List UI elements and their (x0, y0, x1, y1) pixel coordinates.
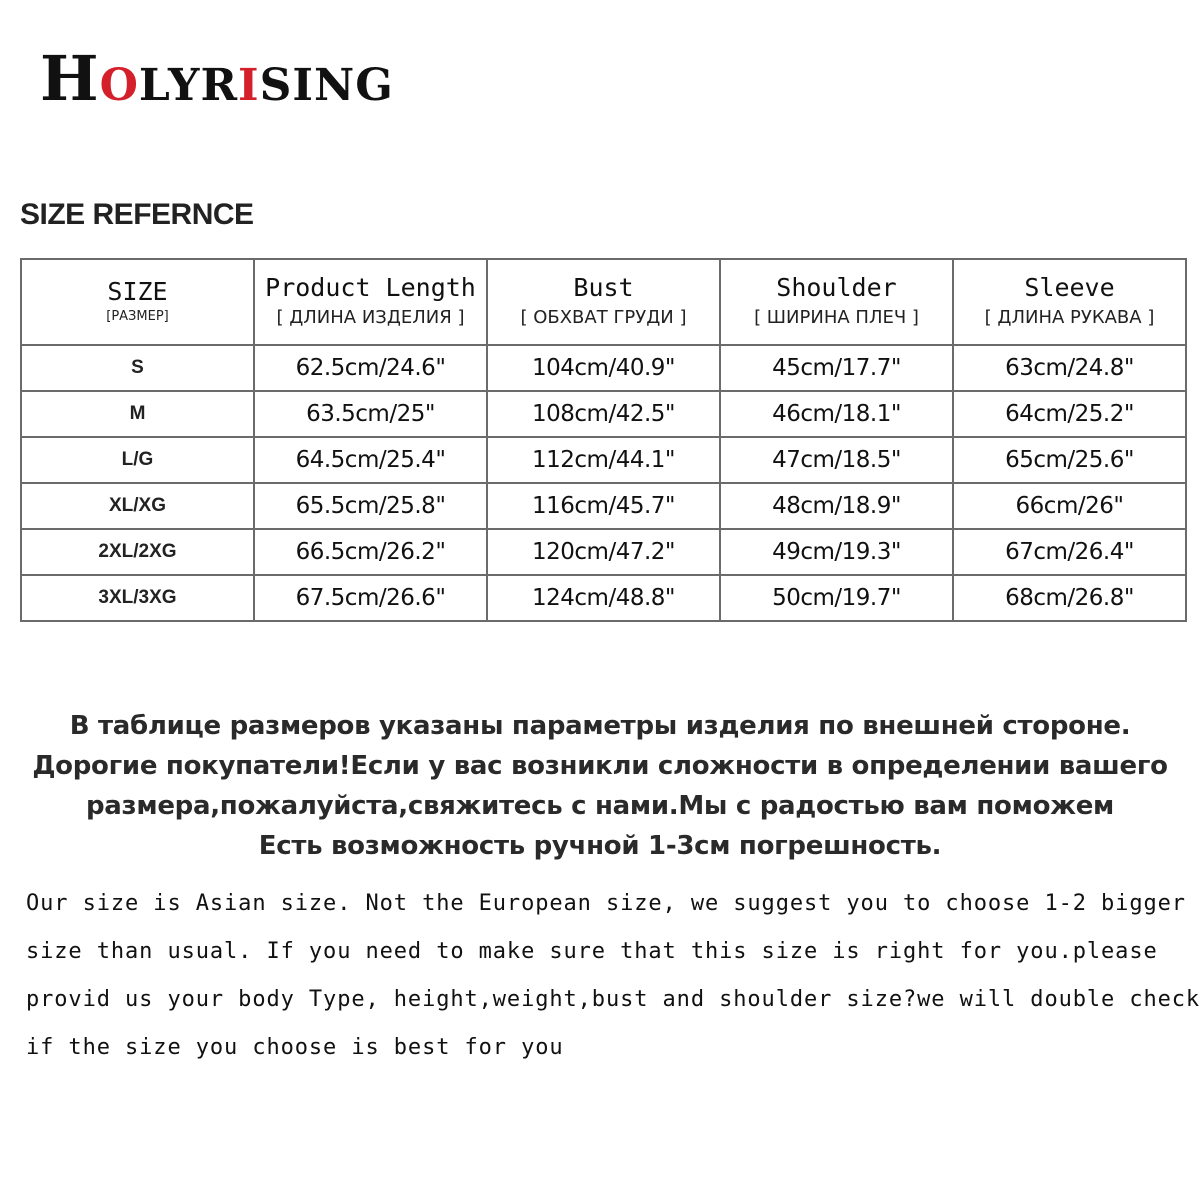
header-bust (487, 259, 720, 345)
header-product-length-label: Product Length (265, 273, 476, 303)
product-length-cell: 66.5cm/26.2" (254, 529, 487, 575)
header-sleeve (953, 259, 1186, 345)
header-bust-label: Bust (573, 273, 634, 303)
sleeve-cell: 67cm/26.4" (953, 529, 1186, 575)
product-length-cell: 62.5cm/24.6" (254, 345, 487, 391)
russian-note-line: В таблице размеров указаны параметры изделия по внешней стороне. (69, 711, 1131, 741)
brand-logo-o-letter: O (99, 60, 139, 111)
bust-cell: 104cm/40.9" (487, 345, 720, 391)
russian-note-line: Есть возможность ручной 1-3см погрешность. (258, 831, 942, 861)
product-length-cell: 63.5cm/25" (254, 391, 487, 437)
bust-cell: 112cm/44.1" (487, 437, 720, 483)
shoulder-cell: 45cm/17.7" (720, 345, 953, 391)
size-table (20, 258, 1187, 622)
size-cell: 3XL/3XG (21, 575, 254, 621)
brand-logo-part1: LYR (138, 60, 239, 111)
sleeve-cell: 63cm/24.8" (953, 345, 1186, 391)
shoulder-cell: 47cm/18.5" (720, 437, 953, 483)
sleeve-cell: 64cm/25.2" (953, 391, 1186, 437)
table-row (21, 483, 1186, 529)
table-header-row (21, 259, 1186, 345)
brand-logo-highlight: I (238, 60, 260, 111)
english-size-notes (26, 880, 1200, 1072)
size-cell: S (21, 345, 254, 391)
bust-cell: 124cm/48.8" (487, 575, 720, 621)
product-length-cell: 64.5cm/25.4" (254, 437, 487, 483)
header-size (21, 259, 254, 345)
sleeve-cell: 66cm/26" (953, 483, 1186, 529)
english-note-line: Our size is Asian size. Not the European size, we suggest you to choose 1-2 bigger (26, 891, 1186, 916)
shoulder-cell: 48cm/18.9" (720, 483, 953, 529)
sleeve-cell: 65cm/25.6" (953, 437, 1186, 483)
english-note-line: provid us your body Type, height,weight,bust and shoulder size?we will double check (26, 987, 1200, 1012)
english-note-line: if the size you choose is best for you (26, 1035, 564, 1060)
english-note-line: size than usual. If you need to make sure that this size is right for you.please (26, 939, 1158, 964)
header-sleeve-sublabel: [ ДЛИНА РУКАВА ] (984, 306, 1155, 328)
table-row (21, 437, 1186, 483)
size-cell: XL/XG (21, 483, 254, 529)
russian-size-notes (0, 706, 1200, 866)
sleeve-cell: 68cm/26.8" (953, 575, 1186, 621)
brand-logo (40, 42, 394, 115)
size-cell: M (21, 391, 254, 437)
brand-logo-part2: SING (259, 60, 394, 111)
shoulder-cell: 46cm/18.1" (720, 391, 953, 437)
section-title: SIZE REFERNCE (20, 198, 254, 231)
header-shoulder (720, 259, 953, 345)
size-cell: L/G (21, 437, 254, 483)
product-length-cell: 67.5cm/26.6" (254, 575, 487, 621)
header-size-sublabel: [РАЗМЕР] (106, 309, 169, 325)
table-row (21, 345, 1186, 391)
table-row (21, 391, 1186, 437)
header-shoulder-label: Shoulder (776, 273, 897, 303)
russian-note-line: размера,пожалуйста,свяжитесь с нами.Мы с радостью вам поможем (86, 791, 1114, 821)
header-size-label: SIZE (107, 276, 168, 306)
bust-cell: 120cm/47.2" (487, 529, 720, 575)
size-cell: 2XL/2XG (21, 529, 254, 575)
brand-logo-initial: H (40, 42, 100, 115)
table-row (21, 529, 1186, 575)
header-product-length-sublabel: [ ДЛИНА ИЗДЕЛИЯ ] (276, 306, 465, 328)
bust-cell: 116cm/45.7" (487, 483, 720, 529)
russian-note-line: Дорогие покупатели!Если у вас возникли сложности в определении вашего (32, 751, 1168, 781)
shoulder-cell: 49cm/19.3" (720, 529, 953, 575)
bust-cell: 108cm/42.5" (487, 391, 720, 437)
shoulder-cell: 50cm/19.7" (720, 575, 953, 621)
product-length-cell: 65.5cm/25.8" (254, 483, 487, 529)
header-sleeve-label: Sleeve (1024, 273, 1115, 303)
header-product-length (254, 259, 487, 345)
header-shoulder-sublabel: [ ШИРИНА ПЛЕЧ ] (754, 306, 919, 328)
header-bust-sublabel: [ ОБХВАТ ГРУДИ ] (520, 306, 687, 328)
table-row (21, 575, 1186, 621)
